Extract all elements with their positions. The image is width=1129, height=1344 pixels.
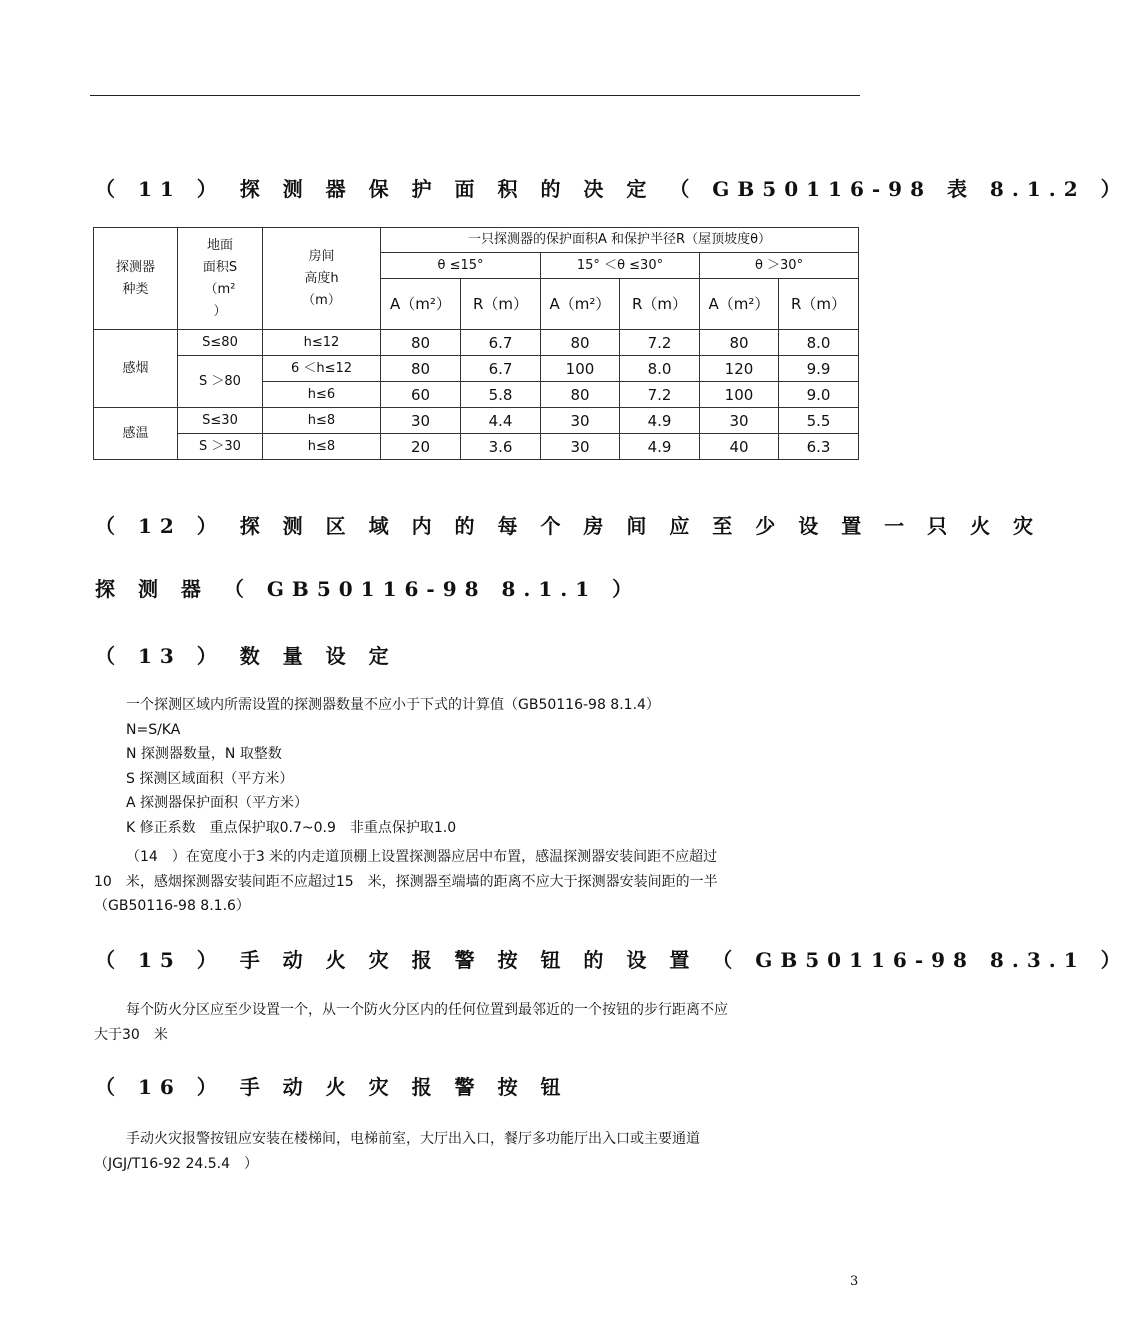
header-sub-r1: R（m） — [461, 279, 541, 330]
header-sub-a3: A（m²） — [700, 279, 779, 330]
protection-area-table — [93, 227, 859, 460]
table-cell: 80 — [381, 330, 461, 356]
table-cell: 9.0 — [779, 382, 859, 408]
heading-16: （ 16 ） 手 动 火 灾 报 警 按 钮 — [95, 1075, 569, 1099]
table-cell-height: h≤12 — [263, 330, 381, 356]
header-sub-r3: R（m） — [779, 279, 859, 330]
header-detector-type: 探测器 种类 — [94, 228, 178, 330]
paragraph-line: A 探测器保护面积（平方米） — [126, 795, 309, 811]
header-slope-1: θ ≤15° — [381, 253, 541, 279]
heading-12-line-1: （ 12 ） 探 测 区 域 内 的 每 个 房 间 应 至 少 设 置 一 只 火 灾 — [95, 514, 1042, 538]
table-cell-height: 6 ＜h≤12 — [263, 356, 381, 382]
table-cell: 8.0 — [779, 330, 859, 356]
formula-line: N=S/KA — [126, 721, 181, 738]
table-cell: 3.6 — [461, 434, 541, 460]
paragraph-line: （GB50116-98 8.1.6） — [94, 898, 250, 914]
table-cell-area: S≤30 — [178, 408, 263, 434]
section-15-body — [94, 998, 858, 1047]
paragraph-line: （JGJ/T16-92 24.5.4 ） — [94, 1155, 259, 1172]
table-cell: 80 — [541, 382, 620, 408]
paragraph-line: 手动火灾报警按钮应安装在楼梯间，电梯前室，大厅出入口，餐厅多功能厅出入口或主要通道 — [126, 1131, 700, 1147]
table-cell: 4.9 — [620, 434, 700, 460]
section-16-body — [94, 1127, 858, 1176]
table-cell: 8.0 — [620, 356, 700, 382]
table-cell: 5.5 — [779, 408, 859, 434]
table-cell: 6.7 — [461, 330, 541, 356]
table-cell-area: S ＞30 — [178, 434, 263, 460]
table-cell: 7.2 — [620, 330, 700, 356]
table-cell-height: h≤6 — [263, 382, 381, 408]
heading-12-line-2: 探 测 器 （ GB50116-98 8.1.1 ） — [95, 577, 641, 601]
paragraph-line: 10 米，感烟探测器安装间距不应超过15 米，探测器至端墙的距离不应大于探测器安装间距的一半 — [94, 873, 718, 890]
table-cell-area: S≤80 — [178, 330, 263, 356]
table-cell: 9.9 — [779, 356, 859, 382]
heading-11: （ 11 ） 探 测 器 保 护 面 积 的 决 定 （ GB50116-98 表 8.1.2 ） — [95, 177, 1129, 201]
header-slope-3: θ ＞30° — [700, 253, 859, 279]
table-cell: 7.2 — [620, 382, 700, 408]
row-label-smoke: 感烟 — [94, 330, 178, 408]
paragraph-line: 大于30 米 — [94, 1026, 168, 1043]
table-cell: 100 — [541, 356, 620, 382]
header-sub-a2: A（m²） — [541, 279, 620, 330]
paragraph-line: N 探测器数量，N 取整数 — [126, 746, 282, 762]
table-cell: 80 — [541, 330, 620, 356]
paragraph-line: 每个防火分区应至少设置一个，从一个防火分区内的任何位置到最邻近的一个按钮的步行距离不应 — [126, 1002, 728, 1018]
heading-13: （ 13 ） 数 量 设 定 — [95, 644, 397, 668]
header-sub-r2: R（m） — [620, 279, 700, 330]
table-cell: 80 — [381, 356, 461, 382]
header-room-height: 房间 高度h （m） — [263, 228, 381, 330]
table-cell-height: h≤8 — [263, 434, 381, 460]
table-cell: 5.8 — [461, 382, 541, 408]
section-14-body — [94, 845, 858, 919]
table-cell: 40 — [700, 434, 779, 460]
table-cell-height: h≤8 — [263, 408, 381, 434]
heading-15: （ 15 ） 手 动 火 灾 报 警 按 钮 的 设 置 （ GB50116-98 8.3.1 ） — [95, 948, 1129, 972]
table-cell: 30 — [381, 408, 461, 434]
page-number: 3 — [850, 1274, 859, 1289]
table-cell: 30 — [541, 434, 620, 460]
table-cell: 4.4 — [461, 408, 541, 434]
header-protection-group: 一只探测器的保护面积A 和保护半径R（屋顶坡度θ） — [381, 228, 859, 253]
section-13-body — [94, 693, 858, 840]
table-cell: 120 — [700, 356, 779, 382]
paragraph-line: 一个探测区域内所需设置的探测器数量不应小于下式的计算值（GB50116-98 8.1.4） — [126, 697, 660, 713]
header-slope-2: 15° ＜θ ≤30° — [541, 253, 700, 279]
table-cell: 20 — [381, 434, 461, 460]
table-cell: 4.9 — [620, 408, 700, 434]
header-floor-area: 地面 面积S （m² ） — [178, 228, 263, 330]
table-cell: 60 — [381, 382, 461, 408]
table-cell: 30 — [541, 408, 620, 434]
table-cell: 80 — [700, 330, 779, 356]
table-cell: 100 — [700, 382, 779, 408]
paragraph-line: S 探测区域面积（平方米） — [126, 770, 294, 787]
header-sub-a1: A（m²） — [381, 279, 461, 330]
paragraph-line: （14 ）在宽度小于3 米的内走道顶棚上设置探测器应居中布置，感温探测器安装间距不应超过 — [126, 849, 718, 865]
table-cell: 30 — [700, 408, 779, 434]
row-label-heat: 感温 — [94, 408, 178, 460]
table-cell: 6.3 — [779, 434, 859, 460]
paragraph-line: K 修正系数 重点保护取0.7~0.9 非重点保护取1.0 — [126, 819, 457, 836]
table-cell-area: S ＞80 — [178, 356, 263, 408]
table-cell: 6.7 — [461, 356, 541, 382]
header-rule — [90, 95, 860, 96]
